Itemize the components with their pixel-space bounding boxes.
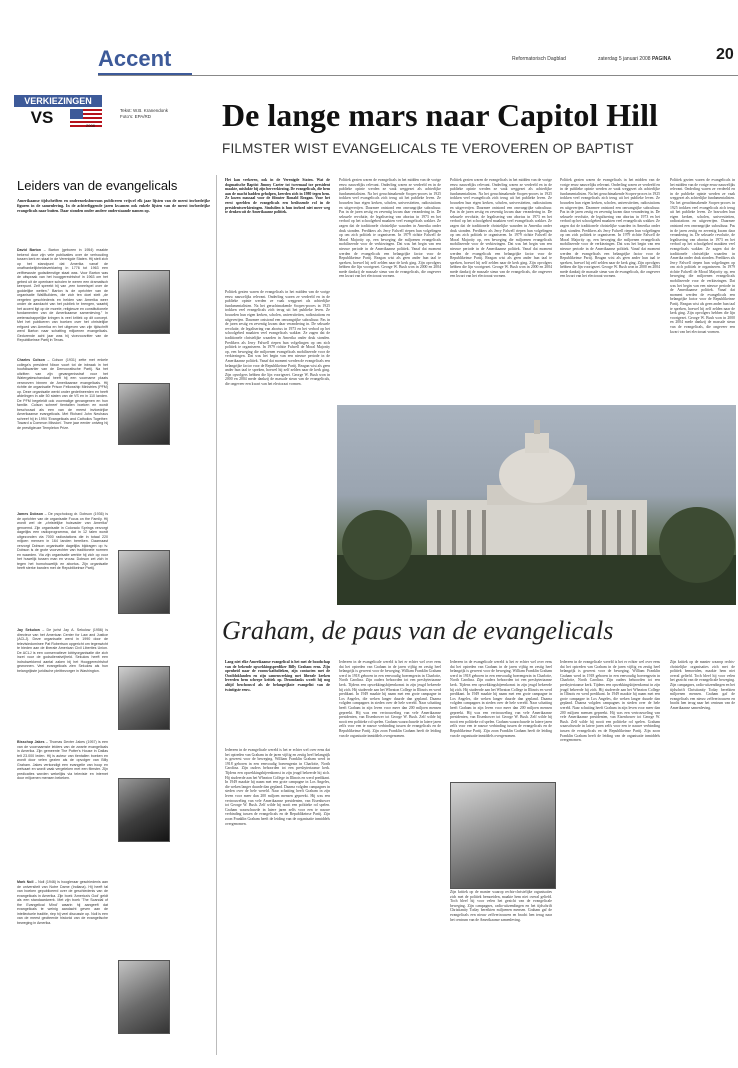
- leader-bio: – Noll (1946) is hoogleraar geschiedenis aan de universiteit van Notre Dame (Indiana). Hij heeft tal van boeken gepubliceerd over de geschiedenis van de evangelicals in Amerika. Zijn boek 'America's God' geldt als een standaardwerk. Met zijn boek 'The Scandal of the Evangelical Mind' waarin hij aangeeft dat evangelicals te weinig aandacht geven aan de intellectuele traditie, riep hij veel discussie op. Noll is een van de meest geciteerde historici van de evangelische beweging in Amerika.: [17, 880, 108, 925]
- leader-name: Bisschop Jakes: [17, 740, 45, 744]
- badge-subtitle: VS: [14, 107, 70, 129]
- leader-bio: – De psycholoog dr. Dobson (1936) is de oprichter van de organisatie Focus on the Family. Hij wordt wel de „christelijke huisvader van Amerika” genoemd. Zijn organisatie in Colorado Springs verzorgt dagelijks een radioprogramma, dat in 12 talen wordt uitgezonden via 7000 radiostations die in totaal 220 miljoen mensen in 164 landen bereiken. Daarnaast verzorgt Dobson organisatie dagelijks bijdragen op tv. Dobson is de grote voorvechter van traditionele normen en waarden. Via zijn organisatie werkte hij zich op voor het huwelijk tussen man en vrouw. Dobson zet zich in tegen het homohuwelijk en abortus. Zijn organisatie heeft sterke banden met de Republikeinse Partij.: [17, 512, 108, 570]
- leaders-title: Leiders van de evangelicals: [17, 178, 178, 193]
- sidebar-divider: [216, 175, 217, 1055]
- leader-bio: – Colson (1931) zette met enkele collega's president Nixon voort tot de inbraak in het hoofdkwartier van de Democratische Partij. Na het uitzitten van zijn gevangenisstraf voor het Watergateschandaal heeft hij een voorname plaats verworven binnen de Amerikaanse evangelicals. Hij richtte de organisatie Prison Fellowship Ministries (PFM) op. Deze organisatie werkt onder gedetineerden en heeft afdelingen in alle 50 staten van de VS en in 110 landen. De PFM begeleidt ook voormalige gevangenen en hun familie. Colson schreef tientallen boeken en wordt beschouwd als een van de meest invloedrijke Amerikaanse evangelicals. Met Richard John Neuhaus schreef hij in 1994 'Evangelicals and Catholics Together: Toward a Common Mission'. Twee jaar eerder ontving hij de prestigieuze Templeton Prize.: [17, 358, 108, 430]
- article1-col4: Politiek gezien waren de evangelicals in het midden van de vorige eeuw nauwelijks relevant. Onderling waren ze verdeeld en in de publieke opinie werden ze vaak weggezet als achterlijke fundamentalisten. Na het geruchtmakende Scopes-proces in 1925 trokken veel evangelicals zich terug uit het publieke leven. Ze bouwden hun eigen kerken, scholen, universiteiten, radiostations en uitgeverijen. Daarmee ontstond een omvangrijke subcultuur. Pas in de jaren zestig en zeventig kwam daar verandering in. De seksuele revolutie, de legalisering van abortus in 1973 en het verbod op het schoolgebed maakten veel evangelicals wakker. Ze zagen dat de traditionele christelijke waarden in Amerika onder druk stonden. Predikers als Jerry Falwell riepen hun volgelingen op om zich politiek te organiseren. In 1979 richtte Falwell de Moral Majority op, een beweging die miljoenen evangelicals mobiliseerde voor de verkiezingen. Dat was het begin van een nieuwe periode in de Amerikaanse politiek. Vanaf dat moment werden de evangelicals een belangrijke factor voor de Republikeinse Partij. Reagan wist als geen ander hun taal te spreken, hoewel hij zelf zelden naar de kerk ging. Zijn opvolgers hebben die lijn voortgezet. George W. Bush won in 2000 en 2004 mede dankzij de massale steun van de evangelicals, die ongeveer een kwart van het electoraat vormen.: [560, 178, 660, 279]
- portrait-sekulow: [118, 666, 170, 730]
- graham-photo: [450, 782, 556, 889]
- masthead: [0, 44, 738, 77]
- leader-text: [17, 880, 108, 1050]
- leader-text: [17, 248, 108, 342]
- leader-sekulow: [17, 628, 210, 728]
- capitol-photo: [337, 405, 736, 605]
- article2-col5: Zijn kritiek op de manier waarop rechts-christelijke organisaties zich met de politiek bemoeiden, maakte hem niet overal geliefd. Toch bleef hij voor velen het gezicht van de evangelicale beweging. Zijn campagnes, radio-uitzendingen en het tijdschrift Christianity Today bereikten miljoenen mensen. Graham gaf de evangelicals een nieuw zelfvertrouwen en bracht hen terug naar het centrum van de Amerikaanse samenleving.: [670, 660, 735, 710]
- capitol-building-icon: [337, 405, 736, 605]
- article1-col1: Politiek gezien waren de evangelicals in het midden van de vorige eeuw nauwelijks relevant. Onderling waren ze verdeeld en in de publieke opinie werden ze vaak weggezet als achterlijke fundamentalisten. Na het geruchtmakende Scopes-proces in 1925 trokken veel evangelicals zich terug uit het publieke leven. Ze bouwden hun eigen kerken, scholen, universiteiten, radiostations en uitgeverijen. Daarmee ontstond een omvangrijke subcultuur. Pas in de jaren zestig en zeventig kwam daar verandering in. De seksuele revolutie, de legalisering van abortus in 1973 en het verbod op het schoolgebed maakten veel evangelicals wakker. Ze zagen dat de traditionele christelijke waarden in Amerika onder druk stonden. Predikers als Jerry Falwell riepen hun volgelingen op om zich politiek te organiseren. In 1979 richtte Falwell de Moral Majority op, een beweging die miljoenen evangelicals mobiliseerde voor de verkiezingen. Dat was het begin van een nieuwe periode in de Amerikaanse politiek. Vanaf dat moment werden de evangelicals een belangrijke factor voor de Republikeinse Partij. Reagan wist als geen ander hun taal te spreken, hoewel hij zelf zelden naar de kerk ging. Zijn opvolgers hebben die lijn voortgezet. George W. Bush won in 2000 en 2004 mede dankzij de massale steun van de evangelicals, die ongeveer een kwart van het electoraat vormen.: [225, 290, 331, 386]
- article1-col5: Politiek gezien waren de evangelicals in het midden van de vorige eeuw nauwelijks relevant. Onderling waren ze verdeeld en in de publieke opinie werden ze vaak weggezet als achterlijke fundamentalisten. Na het geruchtmakende Scopes-proces in 1925 trokken veel evangelicals zich terug uit het publieke leven. Ze bouwden hun eigen kerken, scholen, universiteiten, radiostations en uitgeverijen. Daarmee ontstond een omvangrijke subcultuur. Pas in de jaren zestig en zeventig kwam daar verandering in. De seksuele revolutie, de legalisering van abortus in 1973 en het verbod op het schoolgebed maakten veel evangelicals wakker. Ze zagen dat de traditionele christelijke waarden in Amerika onder druk stonden. Predikers als Jerry Falwell riepen hun volgelingen op om zich politiek te organiseren. In 1979 richtte Falwell de Moral Majority op, een beweging die miljoenen evangelicals mobiliseerde voor de verkiezingen. Dat was het begin van een nieuwe periode in de Amerikaanse politiek. Vanaf dat moment werden de evangelicals een belangrijke factor voor de Republikeinse Partij. Reagan wist als geen ander hun taal te spreken, hoewel hij zelf zelden naar de kerk ging. Zijn opvolgers hebben die lijn voortgezet. George W. Bush won in 2000 en 2004 mede dankzij de massale steun van de evangelicals, die ongeveer een kwart van het electoraat vormen.: [670, 178, 735, 334]
- section-title: Accent: [98, 46, 172, 71]
- portrait-noll: [118, 960, 170, 1034]
- main-subheadline: FILMSTER WIST EVANGELICALS TE VEROVEREN OP BAPTIST: [222, 141, 634, 156]
- leader-name: James Dobson: [17, 512, 44, 516]
- leader-name: Mark Noll: [17, 880, 34, 884]
- leaders-intro: Amerikaanse tijdschriften en onderzoeksbureaus publiceren vrijwel elk jaar lijsten van de meest invloedrijke figuren in de samenleving. In de achterliggende jaren kwamen ook enkele lijsten van de meest invloedrijke evangelicals naar buiten. Daar stonden onder andere onderstaande namen op.: [17, 198, 210, 213]
- leader-name: David Barton: [17, 248, 42, 252]
- article1-col2: Politiek gezien waren de evangelicals in het midden van de vorige eeuw nauwelijks relevant. Onderling waren ze verdeeld en in de publieke opinie werden ze vaak weggezet als achterlijke fundamentalisten. Na het geruchtmakende Scopes-proces in 1925 trokken veel evangelicals zich terug uit het publieke leven. Ze bouwden hun eigen kerken, scholen, universiteiten, radiostations en uitgeverijen. Daarmee ontstond een omvangrijke subcultuur. Pas in de jaren zestig en zeventig kwam daar verandering in. De seksuele revolutie, de legalisering van abortus in 1973 en het verbod op het schoolgebed maakten veel evangelicals wakker. Ze zagen dat de traditionele christelijke waarden in Amerika onder druk stonden. Predikers als Jerry Falwell riepen hun volgelingen op om zich politiek te organiseren. In 1979 richtte Falwell de Moral Majority op, een beweging die miljoenen evangelicals mobiliseerde voor de verkiezingen. Dat was het begin van een nieuwe periode in de Amerikaanse politiek. Vanaf dat moment werden de evangelicals een belangrijke factor voor de Republikeinse Partij. Reagan wist als geen ander hun taal te spreken, hoewel hij zelf zelden naar de kerk ging. Zijn opvolgers hebben die lijn voortgezet. George W. Bush won in 2000 en 2004 mede dankzij de massale steun van de evangelicals, die ongeveer een kwart van het electoraat vormen.: [339, 178, 441, 279]
- portrait-dobson: [118, 550, 170, 614]
- article2-col4: Iedereen in de evangelicale wereld is het er echter wel over eens dat het optreden van Graham in de jaren vijftig en zestig heel belangrijk is geweest voor de beweging. William Franklin Graham werd in 1918 geboren in een eenvoudig boerengezin in Charlotte, North Carolina. Zijn ouders behoorden tot een presbyteriaanse kerk. Tijdens een opwekkingsbijeenkomst in zijn jeugd bekeerde hij zich. Hij studeerde aan het Wheaton College in Illinois en werd predikant. In 1949 maakte hij naam met een grote campagne in Los Angeles, die weken langer duurde dan gepland. Daarna volgden campagnes in steden over de hele wereld. Naar schatting heeft Graham in zijn leven voor meer dan 200 miljoen mensen gepreekt. Hij was een vertrouweling van vele Amerikaanse presidenten, van Eisenhower tot George W. Bush. Zelf wilde hij nooit een politieke rol spelen. Graham waarschuwde in latere jaren zelfs voor een te nauwe verbinding tussen de evangelicals en de Republikeinse Partij. Zijn zoon Franklin Graham heeft de leiding van de organisatie inmiddels overgenomen.: [560, 660, 660, 743]
- article2-headline: Graham, de paus van de evangelicals: [222, 616, 614, 645]
- photo-credit: Foto's: EPA/RD: [120, 114, 152, 119]
- article2-col3b: Zijn kritiek op de manier waarop rechts-christelijke organisaties zich met de politiek bemoeiden, maakte hem niet overal geliefd. Toch bleef hij voor velen het gezicht van de evangelicale beweging. Zijn campagnes, radio-uitzendingen en het tijdschrift Christianity Today bereikten miljoenen mensen. Graham gaf de evangelicals een nieuw zelfvertrouwen en bracht hen terug naar het centrum van de Amerikaanse samenleving.: [450, 890, 552, 922]
- leader-dobson: [17, 512, 210, 614]
- leader-text: [17, 512, 108, 614]
- leader-bio: – De jurist Jay A. Sekulow (1956) is directeur van het American Center for Law and Justice (ACLJ). Deze organisatie werd in 1990 door de televisiedominee Pat Robertson opgericht om tegenwicht te bieden aan de liberale American Civil Liberties Union. De ACLJ is een conservatieve lobbyorganisatie die zich inzet voor de godsdienstvrijheid. Sekulow heeft een indrukwekkend aantal zaken bij het Hooggerechtshof gewonnen. Veel evangelicals zien Sekulow als hun belangrijkste juridische pleitbezorger in Washington.: [17, 628, 109, 673]
- article1-lead: Het kan verkeren, ook in de Verenigde Staten. Wat de dogmatische Baptist Jimmy Carter tot tweemaal toe president maakte, mislukte bij zijn herverkiezing. De evangelicals, die hem aan de macht hadden geholpen, keerden zich in 1980 tegen hem. Ze kozen massaal voor de filmster Ronald Reagan. Voor het eerst speelden de evangelicals een beslissende rol in de presidentsverkiezingen. Sindsdien is hun invloed niet meer weg te denken uit de Amerikaanse politiek.: [225, 178, 330, 215]
- credits: [120, 108, 168, 120]
- article2-lead: Lang niet elke Amerikaanse evangelical is het met de boodschap van de bekende opwekkingsprediker Billy Graham eens. Zijn openheid naar de rooms-katholieken, zijn contacten met de Oostbloklanden en zijn samenwerking met liberale kerken leverden hem scherpe kritiek op. Desondanks wordt hij nog altijd beschouwd als de belangrijkste evangelist van de twintigste eeuw.: [225, 660, 330, 692]
- portrait-jakes: [118, 778, 170, 842]
- leader-jakes: [17, 740, 210, 848]
- date-label: [598, 56, 671, 62]
- leader-bio: – Thomas Dexter Jakes (1957) is een van de voornaamste leiders van de zwarte evangelicals in Amerika. Zijn gemeente The Potter's House in Dallas telt 23.000 leden. Hij is auteur van tientallen boeken en wordt door velen gezien als de opvolger van Billy Graham. Jakes verkondigt een evangelie van hoop en welvaart en wordt vaak vergeleken met een filmster. Zijn predicaties worden wekelijks via televisie en internet door miljoenen mensen bekeken.: [17, 740, 109, 780]
- date-text: zaterdag 5 januari 2008: [598, 56, 651, 62]
- main-headline: De lange mars naar Capitol Hill: [222, 97, 658, 133]
- portrait-colson: [118, 383, 170, 445]
- leader-text: [17, 628, 108, 728]
- newspaper-name: Reformatorisch Dagblad: [512, 56, 566, 62]
- leader-barton: [17, 248, 210, 342]
- badge-title: VERKIEZINGEN: [14, 95, 102, 107]
- leader-bio: – Barton (geboren in 1954) maakte bekend door zijn vele publicaties over de verhouding tussen kerk en staat in de Verenigde Staten. Hij stelt zich op het standpunt dat Amerika vanaf de onafhankelijkheidsverklaring in 1776 tot 1963 een zelfbewuste godsdienstige staat was. Voor Barton was de uitspraak van het hooggerechtshof in 1963 om het gebed uit de openbare scholen te weren een dramatisch keerpunt. Zelf spreekt hij van „een toneelspel over de goddelijke wetten.” Barton is de oprichter van de organisatie WallBuilders, die zich ten doel stelt „de vergeten geschiedenis en helden van Amerika weer onder de aandacht van het publiek te brengen, waarbij het accent ligt op de morele, religieuze en constitutionele fundamenten van de Amerikaanse samenleving.” In wetenschappelijke kringen is veel kritiek op dit concept. Met het publiceren van boeken over het christelijke erfgoed van Amerika en het uitgeven van zijn tijdschrift werd Barton naar schatting miljoenen evangelicals. Gedurende acht jaar was hij vicevoorzitter van de Republikeinse Partij in Texas.: [17, 248, 108, 342]
- article1-col3: Politiek gezien waren de evangelicals in het midden van de vorige eeuw nauwelijks relevant. Onderling waren ze verdeeld en in de publieke opinie werden ze vaak weggezet als achterlijke fundamentalisten. Na het geruchtmakende Scopes-proces in 1925 trokken veel evangelicals zich terug uit het publieke leven. Ze bouwden hun eigen kerken, scholen, universiteiten, radiostations en uitgeverijen. Daarmee ontstond een omvangrijke subcultuur. Pas in de jaren zestig en zeventig kwam daar verandering in. De seksuele revolutie, de legalisering van abortus in 1973 en het verbod op het schoolgebed maakten veel evangelicals wakker. Ze zagen dat de traditionele christelijke waarden in Amerika onder druk stonden. Predikers als Jerry Falwell riepen hun volgelingen op om zich politiek te organiseren. In 1979 richtte Falwell de Moral Majority op, een beweging die miljoenen evangelicals mobiliseerde voor de verkiezingen. Dat was het begin van een nieuwe periode in de Amerikaanse politiek. Vanaf dat moment werden de evangelicals een belangrijke factor voor de Republikeinse Partij. Reagan wist als geen ander hun taal te spreken, hoewel hij zelf zelden naar de kerk ging. Zijn opvolgers hebben die lijn voortgezet. George W. Bush won in 2000 en 2004 mede dankzij de massale steun van de evangelicals, die ongeveer een kwart van het electoraat vormen.: [450, 178, 552, 279]
- badge-year: 2008: [86, 123, 95, 128]
- leader-colson: [17, 358, 210, 453]
- leader-text: [17, 740, 108, 848]
- leader-name: Jay Sekulow: [17, 628, 40, 632]
- text-credit: Tekst: W.B. Kranendonk: [120, 108, 169, 113]
- header-rule: [98, 75, 738, 76]
- leader-name: Charles Colson: [17, 358, 45, 362]
- article2-col3: Iedereen in de evangelicale wereld is het er echter wel over eens dat het optreden van Graham in de jaren vijftig en zestig heel belangrijk is geweest voor de beweging. William Franklin Graham werd in 1918 geboren in een eenvoudig boerengezin in Charlotte, North Carolina. Zijn ouders behoorden tot een presbyteriaanse kerk. Tijdens een opwekkingsbijeenkomst in zijn jeugd bekeerde hij zich. Hij studeerde aan het Wheaton College in Illinois en werd predikant. In 1949 maakte hij naam met een grote campagne in Los Angeles, die weken langer duurde dan gepland. Daarna volgden campagnes in steden over de hele wereld. Naar schatting heeft Graham in zijn leven voor meer dan 200 miljoen mensen gepreekt. Hij was een vertrouweling van vele Amerikaanse presidenten, van Eisenhower tot George W. Bush. Zelf wilde hij nooit een politieke rol spelen. Graham waarschuwde in latere jaren zelfs voor een te nauwe verbinding tussen de evangelicals en de Republikeinse Partij. Zijn zoon Franklin Graham heeft de leiding van de organisatie inmiddels overgenomen.: [450, 660, 552, 738]
- elections-badge: [14, 95, 102, 129]
- portrait-barton: [118, 270, 170, 334]
- leader-noll: [17, 880, 210, 1050]
- page-label: PAGINA: [651, 56, 672, 62]
- page-number: 20: [716, 46, 734, 63]
- article2-col2: Iedereen in de evangelicale wereld is het er echter wel over eens dat het optreden van Graham in de jaren vijftig en zestig heel belangrijk is geweest voor de beweging. William Franklin Graham werd in 1918 geboren in een eenvoudig boerengezin in Charlotte, North Carolina. Zijn ouders behoorden tot een presbyteriaanse kerk. Tijdens een opwekkingsbijeenkomst in zijn jeugd bekeerde hij zich. Hij studeerde aan het Wheaton College in Illinois en werd predikant. In 1949 maakte hij naam met een grote campagne in Los Angeles, die weken langer duurde dan gepland. Daarna volgden campagnes in steden over de hele wereld. Naar schatting heeft Graham in zijn leven voor meer dan 200 miljoen mensen gepreekt. Hij was een vertrouweling van vele Amerikaanse presidenten, van Eisenhower tot George W. Bush. Zelf wilde hij nooit een politieke rol spelen. Graham waarschuwde in latere jaren zelfs voor een te nauwe verbinding tussen de evangelicals en de Republikeinse Partij. Zijn zoon Franklin Graham heeft de leiding van de organisatie inmiddels overgenomen.: [339, 660, 441, 738]
- article2-col1: Iedereen in de evangelicale wereld is het er echter wel over eens dat het optreden van Graham in de jaren vijftig en zestig heel belangrijk is geweest voor de beweging. William Franklin Graham werd in 1918 geboren in een eenvoudig boerengezin in Charlotte, North Carolina. Zijn ouders behoorden tot een presbyteriaanse kerk. Tijdens een opwekkingsbijeenkomst in zijn jeugd bekeerde hij zich. Hij studeerde aan het Wheaton College in Illinois en werd predikant. In 1949 maakte hij naam met een grote campagne in Los Angeles, die weken langer duurde dan gepland. Daarna volgden campagnes in steden over de hele wereld. Naar schatting heeft Graham in zijn leven voor meer dan 200 miljoen mensen gepreekt. Hij was een vertrouweling van vele Amerikaanse presidenten, van Eisenhower tot George W. Bush. Zelf wilde hij nooit een politieke rol spelen. Graham waarschuwde in latere jaren zelfs voor een te nauwe verbinding tussen de evangelicals en de Republikeinse Partij. Zijn zoon Franklin Graham heeft de leiding van de organisatie inmiddels overgenomen.: [225, 748, 330, 826]
- leader-text: [17, 358, 108, 453]
